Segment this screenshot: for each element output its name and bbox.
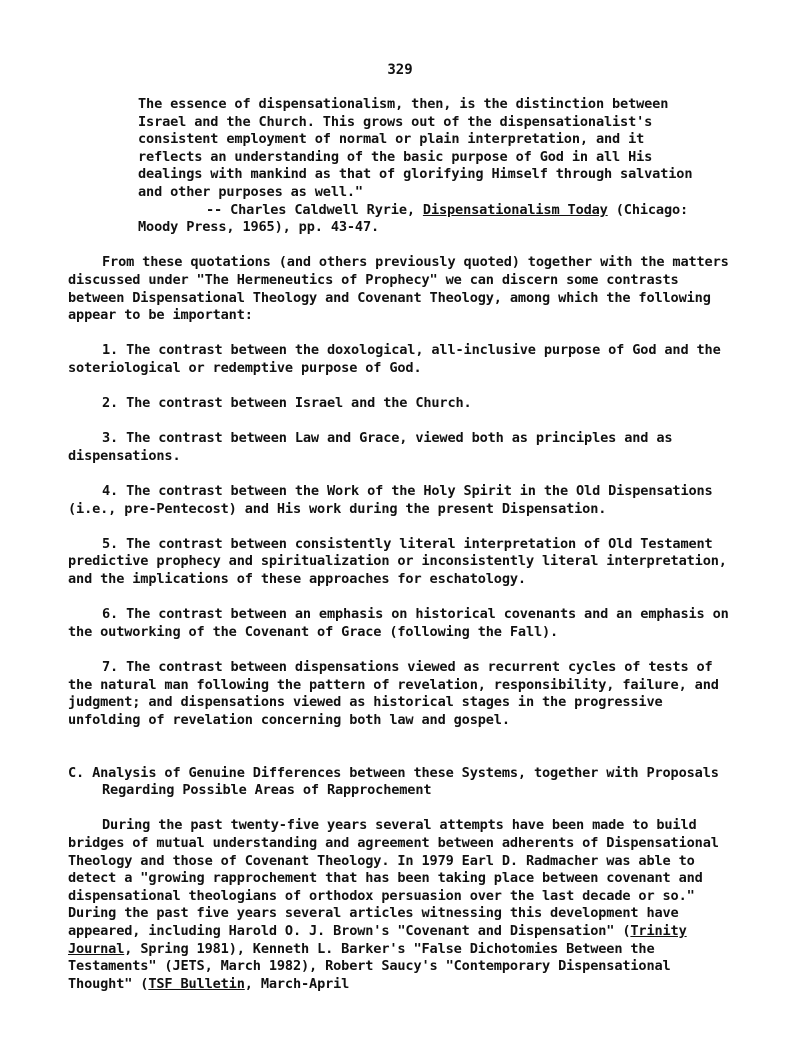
quote-line: The essence of dispensationalism, then, is the distinction between [138,96,669,112]
contrast-item-3: 3. The contrast between Law and Grace, viewed both as principles and as dispensations. [68,430,673,464]
page-body [68,96,736,1011]
contrast-item-1: 1. The contrast between the doxological, all-inclusive purpose of God and the soteriological or redemptive purpose of God. [68,342,721,376]
citation-line [206,202,736,220]
citation-title: Dispensationalism Today [422,201,608,218]
quote-line: consistent employment of normal or plain interpretation, and it [138,131,645,148]
block-quote [138,96,736,237]
citation-author: -- Charles Caldwell Ryrie, [206,201,423,218]
quote-citation [138,201,736,237]
section-heading: C. Analysis of Genuine Differences between these Systems, together with Proposals Regarding Possible Areas of Rapprochement [68,764,719,799]
quote-line: Israel and the Church. This grows out of the dispensationalist's [138,113,653,130]
quote-line: reflects an understanding of the basic purpose of God in all His [138,148,653,165]
quote-line: and other purposes as well." [138,183,363,200]
contrast-item-5: 5. The contrast between consistently literal interpretation of Old Testament predictive prophecy and spiritualization or inconsistently literal interpretation, and the implications of these approaches for eschatology. [68,535,727,588]
section-paragraph-text: , March-April [244,975,350,992]
page-number: 329 [387,62,413,78]
section-paragraph-text: During the past twenty-five years several attempts have been made to build bridges of mutual understanding and agreement between adherents of Dispensational Theology and those of Covenant Theology. In 1979 Earl D. Radmacher was able to detect a "growing rapprochement that has been taking place between covenant and dispensational theologians of orthodox persuasion over the last decade or so." During the past five years several articles witnessing this development have appeared, including Harold O. J. Brown's "Covenant and Dispensation" ( [68,817,719,939]
quote-line: dealings with mankind as that of glorifying Himself through salvation [138,166,693,183]
journal-title: TSF Bulletin [148,975,245,992]
contrast-item-7: 7. The contrast between dispensations viewed as recurrent cycles of tests of the natural man following the pattern of revelation, responsibility, failure, and judgment; and dispensations viewed as historical stages in the progressive unfolding of revelation concerning both law and gospel. [68,659,719,728]
contrast-item-4: 4. The contrast between the Work of the Holy Spirit in the Old Dispensations (i.e., pre-Pentecost) and His work during the present Dispensation. [68,483,713,517]
citation-publisher: Moody Press, 1965), pp. 43-47. [138,219,380,236]
intro-paragraph: From these quotations (and others previously quoted) together with the matters discussed under "The Hermeneutics of Prophecy" we can discern some contrasts between Dispensational Theology and Covenant Theology, among which the following appear to be important: [68,254,729,324]
contrast-item-2: 2. The contrast between Israel and the Church. [102,395,472,412]
section-paragraph-text: , Spring 1981), Kenneth L. Barker's "False Dichotomies Between the Testaments" (JETS, March 1982), Robert Saucy's "Contemporary Dispensational Thought" ( [68,940,671,992]
section-paragraph [68,817,736,993]
contrast-item-6: 6. The contrast between an emphasis on historical covenants and an emphasis on the outworking of the Covenant of Grace (following the Fall). [68,606,729,640]
citation-publisher-start: (Chicago: [607,201,689,218]
journal-title: Trinity Journal [68,922,687,957]
